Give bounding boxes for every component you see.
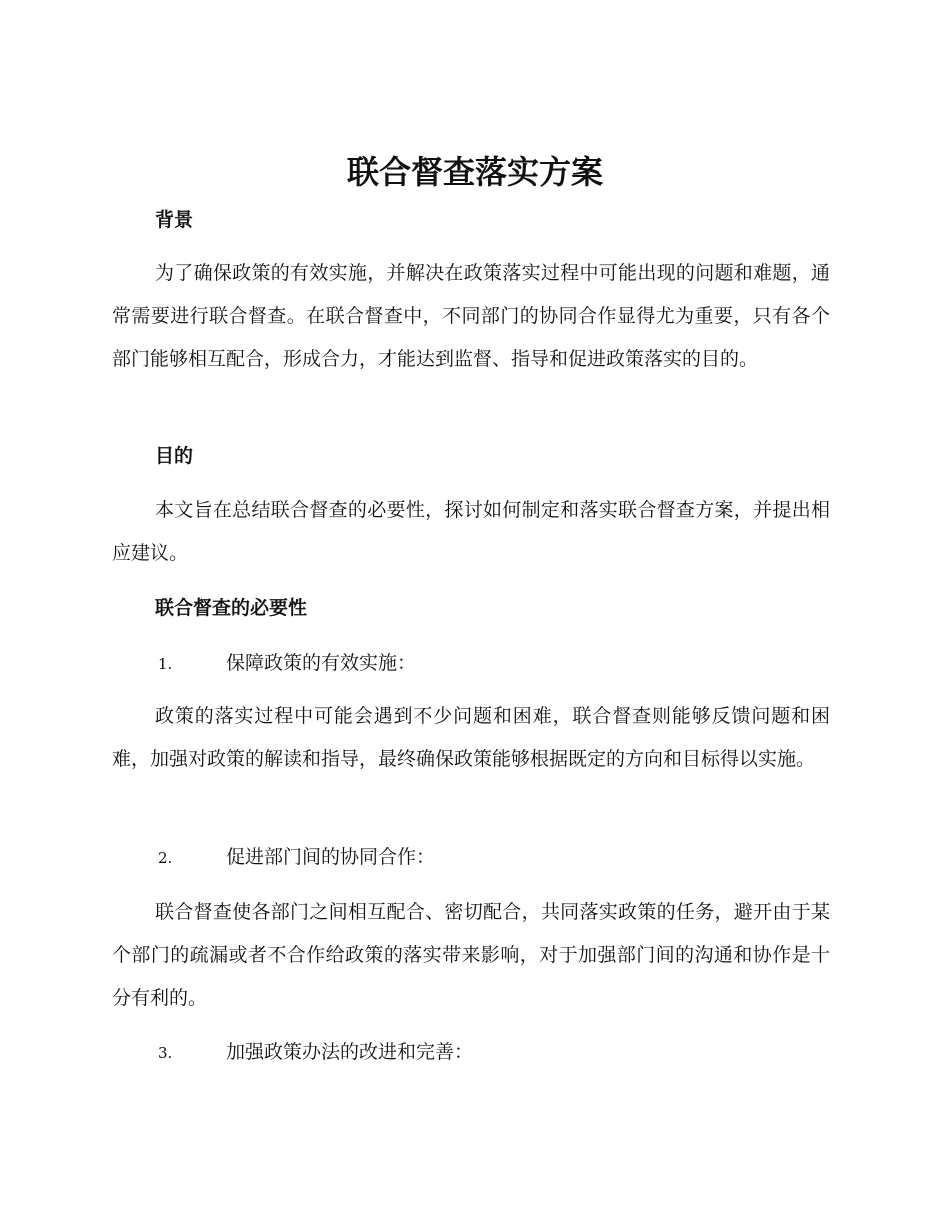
list-item-1 [158,649,416,678]
section-heading-necessity: 联合督查的必要性 [155,597,308,619]
list-label: 加强政策办法的改进和完善： [226,1041,474,1063]
paragraph-background: 为了确保政策的有效实施，并解决在政策落实过程中可能出现的问题和难题，通常需要进行联合督查。在联合督查中，不同部门的协同合作显得尤为重要，只有各个部门能够相互配合，形成合力，才能达到监督、指导和促进政策落实的目的。 [112,262,830,370]
list-item-2 [158,843,435,872]
page-title: 联合督查落实方案 [346,153,603,191]
section-heading-background: 背景 [155,209,194,231]
section-heading-purpose: 目的 [155,445,194,467]
paragraph-item-1: 政策的落实过程中可能会遇到不少问题和困难，联合督查则能够反馈问题和困难，加强对政策的解读和指导，最终确保政策能够根据既定的方向和目标得以实施。 [112,705,830,770]
paragraph-purpose: 本文旨在总结联合督查的必要性，探讨如何制定和落实联合督查方案，并提出相应建议。 [112,499,830,564]
list-number: 1. [158,655,173,673]
list-item-3 [158,1038,473,1067]
list-label: 促进部门间的协同合作： [226,846,436,868]
list-number: 2. [158,849,173,867]
paragraph-item-2: 联合督查使各部门之间相互配合、密切配合，共同落实政策的任务，避开由于某个部门的疏漏或者不合作给政策的落实带来影响，对于加强部门间的沟通和协作是十分有利的。 [112,901,830,1009]
list-label: 保障政策的有效实施： [226,652,417,674]
list-number: 3. [158,1044,173,1062]
